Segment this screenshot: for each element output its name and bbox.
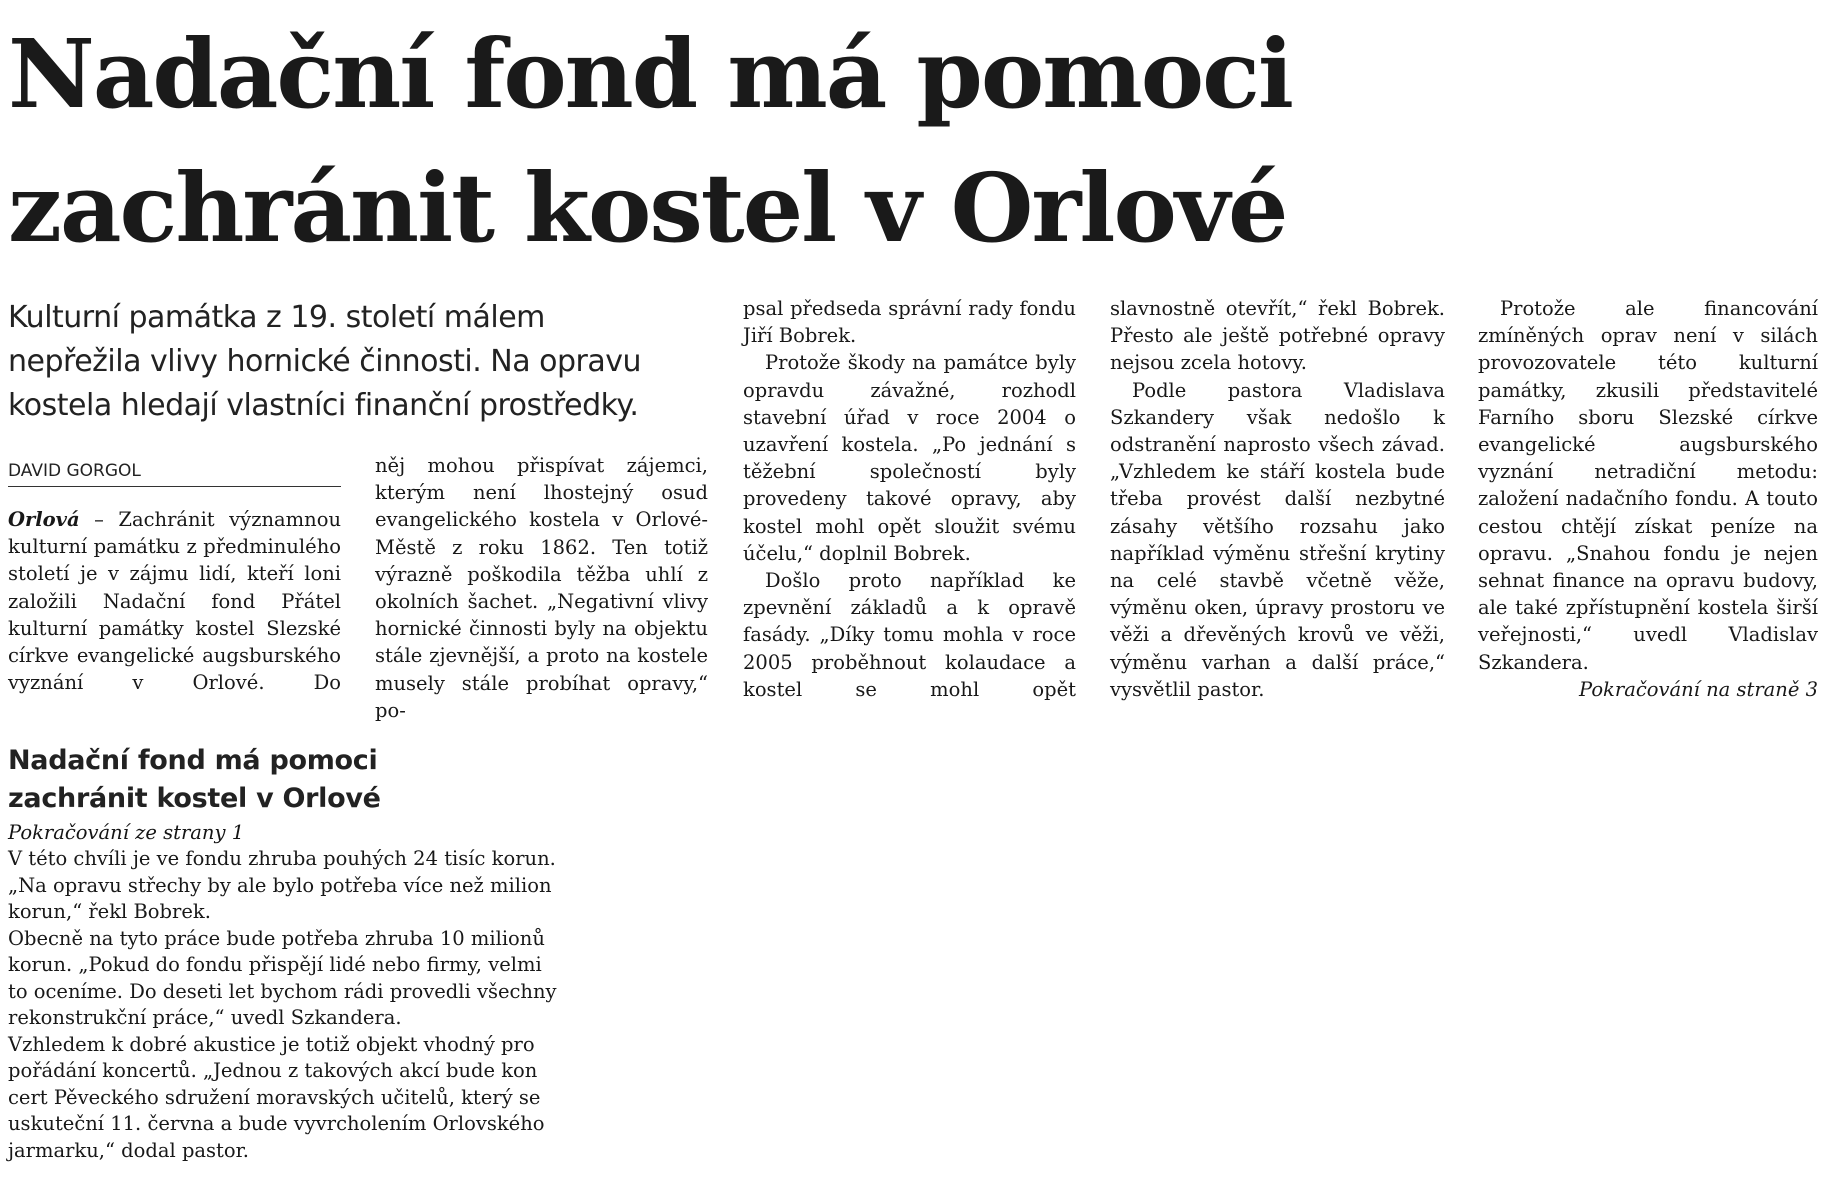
text-line: korun. „Pokud do fondu přispějí lidé nebo firmy, velmi (8, 953, 542, 976)
text-line: Vzhledem k dobré akustice je totiž objekt vhodný pro (8, 1032, 535, 1056)
text-line: Obecně na tyto práce bude potřeba zhruba 10 milionů (8, 926, 545, 950)
author-byline: DAVID GORGOL (8, 460, 341, 487)
article-paragraph (8, 506, 341, 696)
text-line: cert Pěveckého sdružení moravských učitelů, který se (8, 1085, 541, 1109)
article-column-3 (743, 295, 1076, 703)
article-column-4 (1110, 295, 1445, 703)
article-column-5 (1478, 295, 1818, 703)
headline (8, 8, 1768, 276)
article-paragraph: Došlo proto například ke zpevnění základů a k opravě fasády. „Díky tomu mohla v roce 2005 proběhnout kolaudace a kostel se mohl opět (743, 569, 1076, 701)
paragraph-text: – Zachránit významnou kulturní památku z předminulého století je v zájmu lidí, kteří loni založili Nadační fond Přátel kulturní památky kostel Slezské církve evangelické augsburského vyznání v Orlové. Do (8, 508, 341, 695)
lead-line: Kulturní památka z 19. století málem (8, 300, 545, 335)
text-line: jarmarku,“ dodal pastor. (8, 1138, 250, 1162)
article-paragraph: Protože ale financování zmíněných oprav není v silách provozovatele této kulturní památky, zkusili představitelé Farního sboru Slezské církve evangelické augsburského vyznání netradiční metodu: založení nadačního fondu. A touto cestou chtějí získat peníze na opravu. „Snahou fondu je nejen sehnat finance na opravu budovy, ale také zpřístupnění kostela širší veřejnosti,“ uvedl Vladislav Szkandera. (1478, 297, 1818, 674)
article-paragraph: Podle pastora Vladislava Szkandery však nedošlo k odstranění naprosto všech závad. „Vzhledem ke stáří kostela bude třeba provést další nezbytné zásahy většího rozsahu jako například výměnu střešní krytiny na celé stavbě včetně věže, výměnu oken, úpravy prostoru ve věži a dřevěných krovů ve věži, výměnu varhan a další práce,“ vysvětlil pastor. (1110, 378, 1445, 701)
article-paragraph: Protože škody na památce byly opravdu závažné, rozhodl stavební úřad v roce 2004 o uzavření kostela. „Po jednání s těžební společností byly provedeny takové opravy, aby kostel mohl opět sloužit svému účelu,“ doplnil Bobrek. (743, 351, 1076, 565)
continuation-headline-line: zachránit kostel v Orlové (8, 783, 381, 814)
continuation-headline (8, 742, 608, 818)
continued-on-note: Pokračování na straně 3 (1578, 677, 1818, 701)
dateline: Orlová (8, 508, 80, 531)
continued-from-note: Pokračování ze strany 1 (8, 821, 245, 844)
headline-line: zachránit kostel v Orlové (8, 153, 1287, 264)
lead-paragraph (8, 296, 723, 428)
text-line: rekonstrukční práce,“ uvedl Szkandera. (8, 1006, 402, 1029)
article-paragraph: slavnostně otevřít,“ řekl Bobrek. Přesto ale ještě potřebné opravy nejsou zcela hotovy. (1110, 297, 1445, 375)
text-line: V této chvíli je ve fondu zhruba pouhých 24 tisíc korun. (8, 847, 556, 870)
article-column-1 (8, 506, 341, 696)
continuation-paragraph (8, 926, 628, 1032)
lead-line: kostela hledají vlastníci finanční prostředky. (8, 388, 639, 423)
text-line: to oceníme. Do deseti let bychom rádi provedli všechny (8, 979, 557, 1003)
lead-line: nepřežila vlivy hornické činnosti. Na opravu (8, 344, 642, 379)
article-column-2 (375, 452, 708, 724)
text-line: uskuteční 11. června a bude vyvrcholením Orlovského (8, 1112, 545, 1135)
continuation-paragraph (8, 846, 628, 926)
article-paragraph: něj mohou přispívat zájemci, kterým není lhostejný osud evangelického kostela v Orlové-Městě z roku 1862. Ten totiž výrazně poškodila těžba uhlí z okolních šachet. „Negativní vlivy hornické činnosti byly na objektu stále zjevnější, a proto na kostele musely stále probíhat opravy,“ po- (375, 454, 708, 722)
continuation-paragraph (8, 1032, 628, 1165)
text-line: pořádání koncertů. „Jednou z takových akcí bude kon (8, 1059, 538, 1082)
continuation-headline-line: Nadační fond má pomoci (8, 745, 378, 776)
article-paragraph: psal předseda správní rady fondu Jiří Bobrek. (743, 297, 1076, 348)
continuation-body (8, 846, 628, 1164)
headline-line: Nadační fond má pomoci (8, 19, 1293, 130)
text-line: „Na opravu střechy by ale bylo potřeba více než milion (8, 873, 552, 897)
text-line: korun,“ řekl Bobrek. (8, 900, 211, 923)
